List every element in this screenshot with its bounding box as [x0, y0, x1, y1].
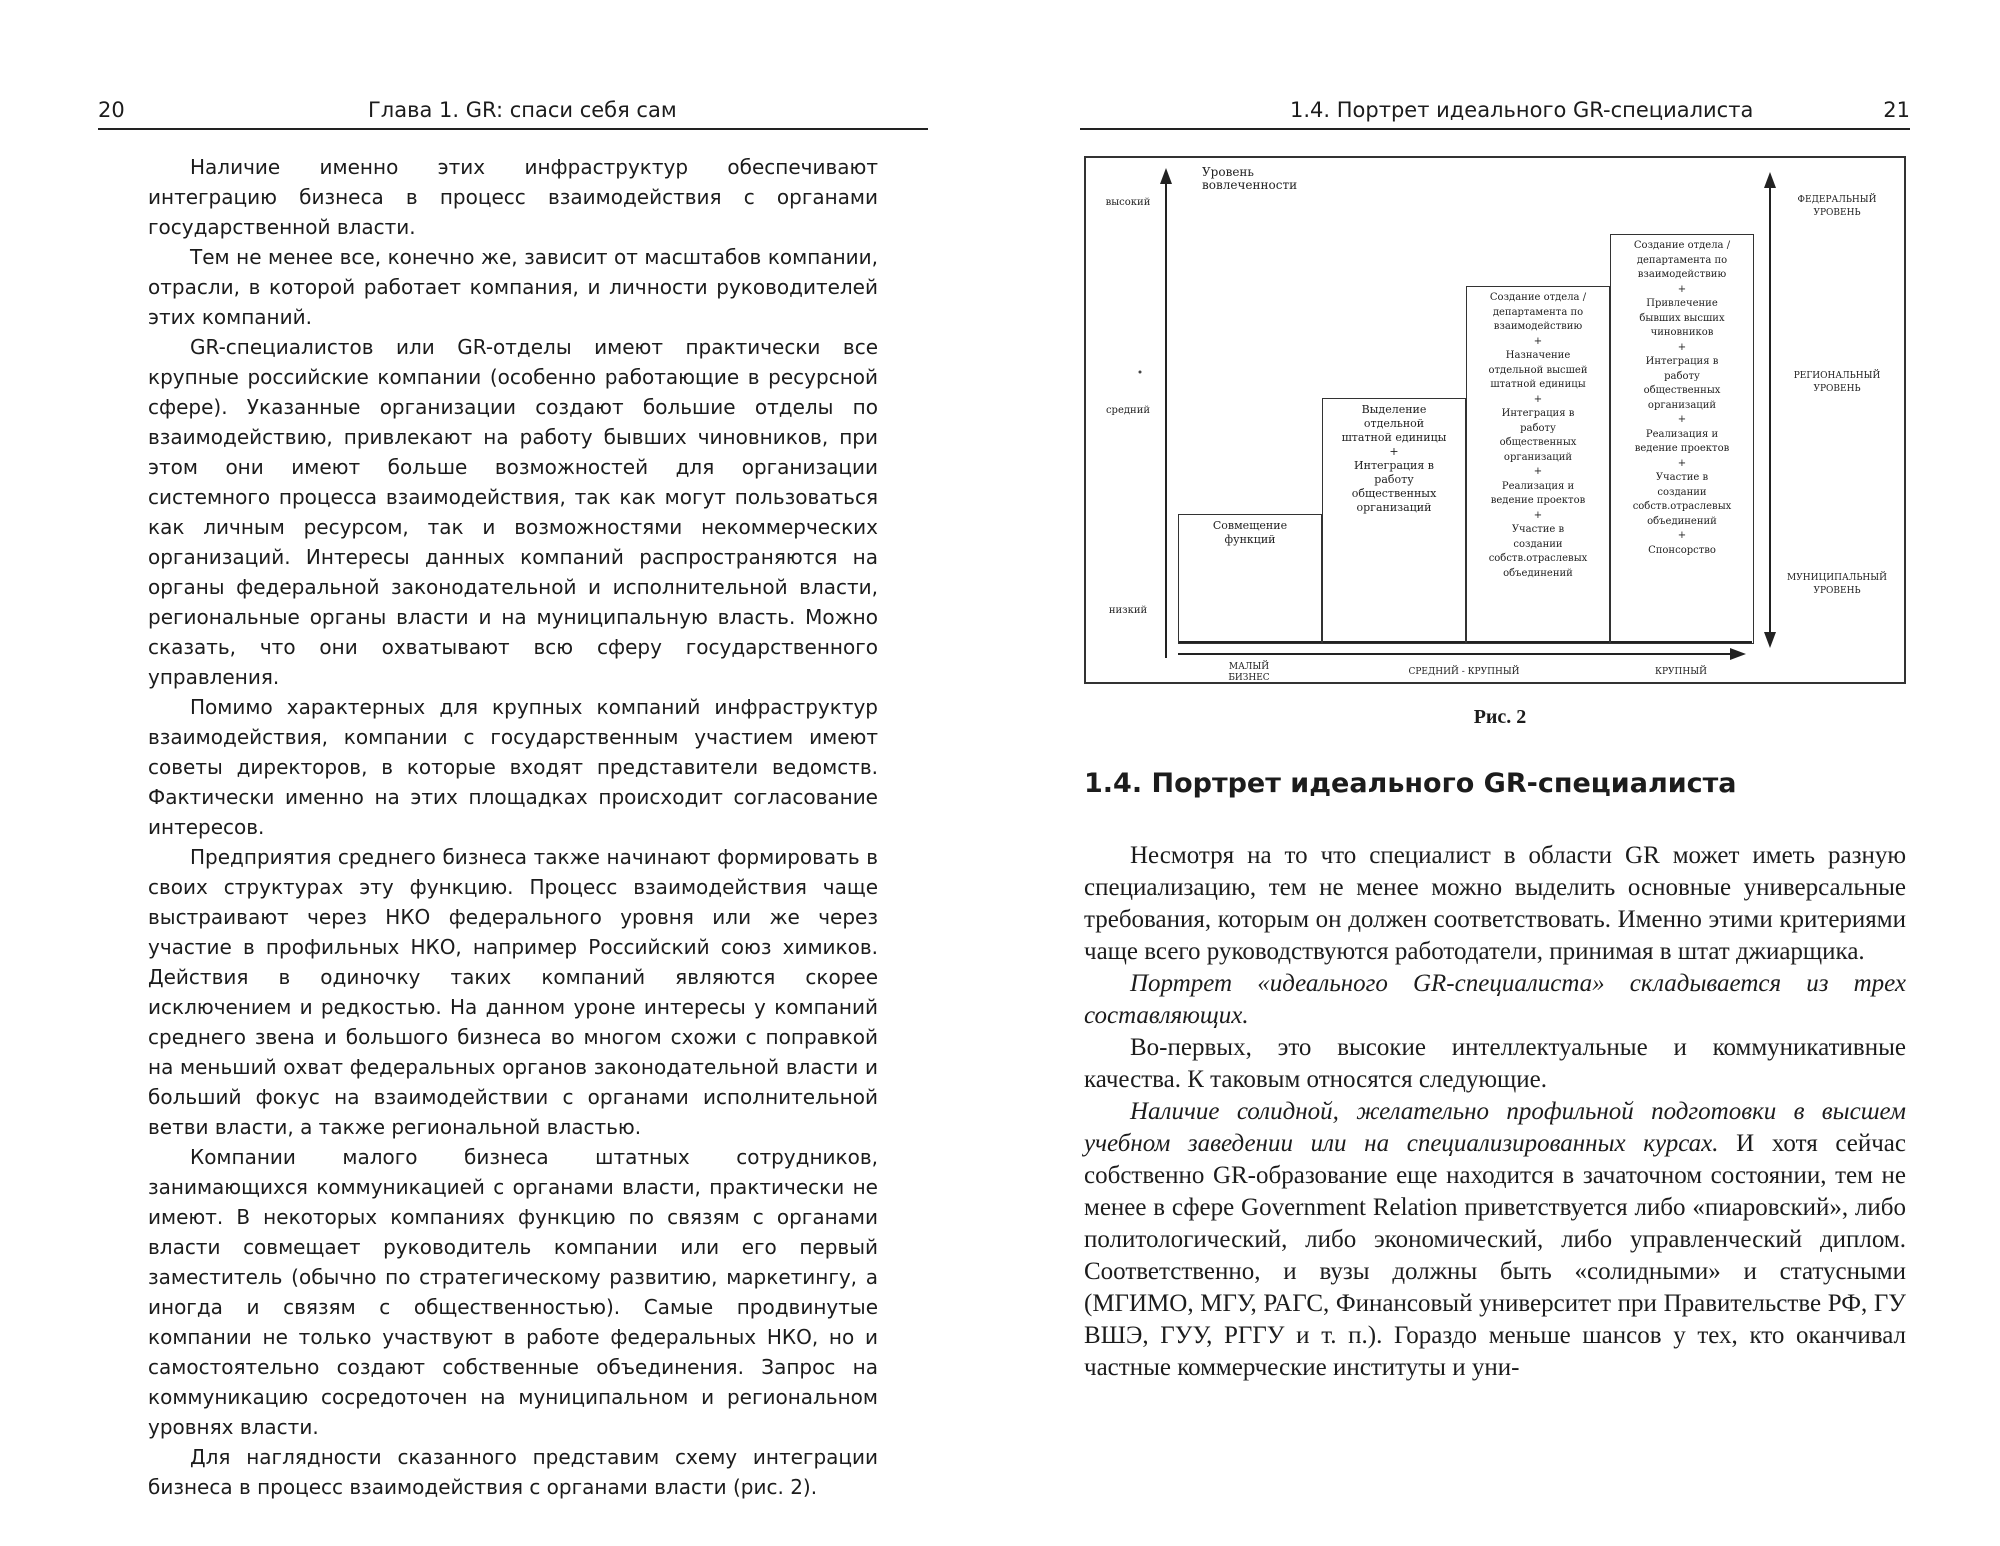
- paragraph: Предприятия среднего бизнеса также начинают формировать в своих структурах эту функцию. Процесс взаимодействия чаще выстраивают через НКО федерального уровня или же через участие в профильных НКО, например Российский союз химиков. Действия в одиночку таких компаний являются скорее исключением и редкостью. На данном уроне интересы у компаний среднего звена и большого бизнеса во многом схожи с поправкой на меньший охват федеральных органов законодательной власти и больший фокус на взаимодействии с органами исполнительной ветви власти, а также региональной властью.: [148, 845, 878, 1139]
- running-head-title: Глава 1. GR: спаси себя сам: [368, 98, 677, 122]
- paragraph: Несмотря на то что специалист в области GR может иметь разную специализацию, тем не менее можно выделить основные универсальные требования, которым он должен соответствовать. Именно этими критериями чаще всего руководствуются работодатели, принимая в штат джиарщика.: [1084, 842, 1906, 965]
- running-head: [1080, 98, 1910, 130]
- paragraph: [1084, 1096, 1906, 1384]
- integration-diagram: [1084, 156, 1906, 684]
- x-label-small-business: МАЛЫЙ БИЗНЕС: [1228, 662, 1270, 683]
- level-medium-label: средний: [1105, 405, 1151, 416]
- step-box-small: Совмещение функций: [1178, 514, 1322, 644]
- federal-level-label: ФЕДЕРАЛЬНЫЙ УРОВЕНЬ: [1797, 195, 1877, 218]
- section-heading: 1.4. Портрет идеального GR-специалиста: [1084, 768, 1737, 799]
- page-number: 20: [98, 98, 125, 122]
- right-arrow-down: [1764, 632, 1776, 648]
- paragraph: Компании малого бизнеса штатных сотрудников, занимающихся коммуникацией с органами власти, практически не имеют. В некоторых компаниях функцию по связям с органами власти совмещает руководитель компании или его первый заместитель (обычно по стратегическому развитию, маркетингу, а иногда и связям с общественностью). Самые продвинутые компании не только участвуют в работе федеральных НКО, но и самостоятельно создают собственные объединения. Запрос на коммуникацию сосредоточен на муниципальном и региональном уровнях власти.: [148, 1145, 878, 1439]
- paragraph: Во-первых, это высокие интеллектуальные и коммуникативные качества. К таковым относятся следующие.: [1084, 1034, 1906, 1093]
- paragraph: Помимо характерных для крупных компаний инфраструктур взаимодействия, компании с государственным участием имеют советы директоров, в которые входят представители ведомств. Фактически именно на этих площадках происходит согласование интересов.: [148, 695, 878, 839]
- x-label-large: КРУПНЫЙ: [1655, 667, 1707, 677]
- paragraph: Наличие именно этих инфраструктур обеспечивают интеграцию бизнеса в процесс взаимодействия с органами государственной власти.: [148, 155, 878, 239]
- step-box-large: Создание отдела / департамента по взаимодействию + Привлечение бывших высших чиновников + Интеграция в работу общественных организаций + Реализация и ведение проектов + Участие в создании собств.отраслевых объединений + Спонсорство: [1610, 234, 1754, 644]
- right-arrow-up: [1764, 172, 1776, 188]
- x-label-medium-large: СРЕДНИЙ - КРУПНЫЙ: [1408, 667, 1520, 677]
- step-box-medium: Выделение отдельной штатной единицы + Интеграция в работу общественных организаций: [1322, 398, 1466, 644]
- running-head: [98, 98, 928, 130]
- running-head-title: 1.4. Портрет идеального GR-специалиста: [1290, 98, 1754, 122]
- step-box-medium-large: Создание отдела / департамента по взаимодействию + Назначение отдельной высшей штатной единицы + Интеграция в работу общественных организаций + Реализация и ведение проектов + Участие в создании собств.отраслевых объединений: [1466, 286, 1610, 644]
- level-high-label: высокий: [1105, 197, 1151, 208]
- right-body-text: [1084, 840, 1906, 1384]
- figure-caption: Рис. 2: [1473, 706, 1527, 728]
- dot-mark: [1139, 371, 1142, 374]
- page-number: 21: [1883, 98, 1910, 122]
- y-axis-title: Уровень вовлеченности: [1202, 165, 1298, 192]
- left-body-text: [148, 152, 878, 1502]
- paragraph-rest: И хотя сейчас собственно GR-образование еще находится в зачаточном состоянии, тем не менее в сфере Government Relation приветствуется либо «пиаровский», либо политологический, либо экономический, либо управленческий диплом. Соответственно, и вузы должны быть «солидными» и статусными (МГИМО, МГУ, РАГС, Финансовый университет при Правительстве РФ, ГУ ВШЭ, ГУУ, РГГУ и т. п.). Гораздо меньше шансов у тех, кто оканчивал частные коммерческие институты и уни-: [1084, 1130, 1906, 1381]
- paragraph-lead-italic: Наличие солидной, желательно профильной подготовки в высшем учебном заведении или на специализированных курсах.: [1084, 1098, 1906, 1157]
- y-axis-arrowhead: [1160, 168, 1172, 184]
- paragraph-italic: Портрет «идеального GR-специалиста» складывается из трех составляющих.: [1084, 970, 1906, 1029]
- x-axis-arrowhead: [1730, 648, 1746, 660]
- paragraph: Для наглядности сказанного представим схему интеграции бизнеса в процесс взаимодействия с органами власти (рис. 2).: [148, 1445, 878, 1499]
- paragraph: Тем не менее все, конечно же, зависит от масштабов компании, отрасли, в которой работает компания, и личности руководителей этих компаний.: [148, 245, 878, 329]
- right-page: [1000, 0, 2000, 1546]
- municipal-level-label: МУНИЦИПАЛЬНЫЙ УРОВЕНЬ: [1787, 573, 1887, 596]
- level-low-label: низкий: [1108, 605, 1148, 616]
- paragraph: GR-специалистов или GR-отделы имеют практически все крупные российские компании (особенно работающие в ресурсной сфере). Указанные организации создают большие отделы по взаимодействию, привлекают на работу бывших чиновников, при этом они имеют больше возможностей для организации системного процесса взаимодействия, так как могут пользоваться как личным ресурсом, так и возможностями некоммерческих организаций. Интересы данных компаний распространяются на органы федеральной законодательной и исполнительной власти, региональные органы власти и на муниципальную власть. Можно сказать, что они охватывают всю сферу государственного управления.: [148, 335, 878, 689]
- regional-level-label: РЕГИОНАЛЬНЫЙ УРОВЕНЬ: [1793, 371, 1881, 394]
